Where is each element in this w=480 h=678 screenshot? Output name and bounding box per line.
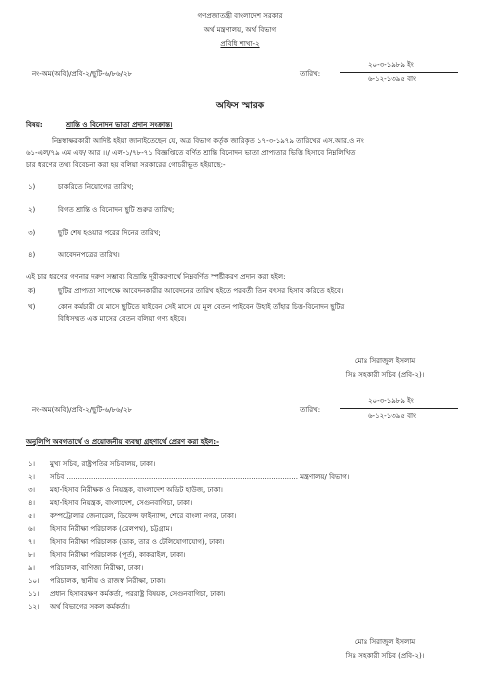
copy-item-number: ৮। (28, 551, 36, 559)
copy-item-number: ৫। (28, 512, 36, 520)
date-gregorian-copy: ২০-৩-১৯৮৯ ইং (368, 397, 414, 405)
copy-item-text: প্রধান হিসাবরক্ষণ কর্মকর্তা, পররাষ্ট্র বিষয়ক, সেগুনবাগিচা, ঢাকা। (50, 590, 226, 598)
signatory-designation-copy: সিঃ সহকারী সচিব (প্রবি-২)। (345, 652, 425, 660)
list-item-number: ৪) (28, 251, 36, 259)
copy-item-number: ৩। (28, 486, 36, 494)
copy-item-text: পরিচালক, স্থানীয় ও রাজস্ব নিরীক্ষা, ঢাকা। (50, 577, 166, 585)
clarification-intro: এই চার ধরণের গণনার দরুণ সম্ভাব্য বিভ্রান্তি দূরীকরণার্থে নিম্নবর্ণিত স্পষ্টীকরণ প্রদান করা হইল: (26, 273, 286, 281)
clause-text: ছুটির প্রাপ্যতা সাপেক্ষে আবেদনকারীর আবেদনের তারিখ হইতে পরবর্তী তিন বৎসর হিসাব করিতে হইবে। (58, 287, 344, 295)
subject-text-value: শ্রান্তি ও বিনোদন ভাতা প্রদান সংক্রান্ত। (66, 121, 173, 129)
copy-item-text: মহা-হিসাব নিয়ন্ত্রক, বাংলাদেশ, সেগুনবাগিচা, ঢাকা। (50, 499, 193, 507)
signatory-name-copy: মোঃ সিরাজুল ইসলাম (354, 638, 416, 646)
copy-item-text: কম্পট্রোলার জেনারেল, ডিফেন্স ফাইন্যান্স, শেরে বাংলা নগর, ঢাকা। (50, 512, 237, 520)
date-bengali-copy: ৬-১২-১৩৯৫ বাং (368, 412, 417, 420)
copy-item-text: অর্থ বিভাগের সকল কর্মকর্তা। (50, 603, 130, 611)
list-item-number: ১) (28, 183, 36, 191)
date-label-copy: তারিখ: (300, 406, 321, 414)
list-item-number: ২) (28, 206, 36, 214)
copy-item-text: পরিচালক, বাণিজ্য নিরীক্ষা, ঢাকা। (50, 564, 144, 572)
clause-number: ক) (28, 287, 36, 295)
list-item-text: ছুটি শেষ হওয়ার পরের দিনের তারিখ; (58, 229, 161, 237)
ministry-title: অর্থ মন্ত্রণালয়, অর্থ বিভাগ (203, 26, 277, 34)
copy-item-number: ৬। (28, 525, 36, 533)
copy-item-text: মুখ্য সচিব, রাষ্ট্রপতির সচিবালয়, ঢাকা। (50, 460, 156, 468)
memo-ref: নং-অম(অবি)/প্রবি-২/ছুটি-৬/৮৬/২৮ (32, 70, 133, 78)
subject-label: বিষয়: (26, 121, 43, 129)
subject-text (66, 120, 173, 130)
intro-line: নিম্নস্বাক্ষরকারী আদিষ্ট হইয়া জানাইতেছেন যে, অত্র বিভাগ কর্তৃক জারিকৃত ১৭-৩-১৯৭৯ তারিখের এস.আর.ও নং (52, 137, 364, 145)
clause-text: বিধিসম্মত এক মাসের বেতন বলিয়া গণ্য হইবে। (58, 315, 187, 323)
list-item-text: বিগত শ্রান্তি ও বিনোদন ছুটি শুরুর তারিখ; (58, 206, 175, 214)
clause-number: খ) (28, 303, 36, 311)
copy-item-number: ১১। (28, 590, 40, 598)
date-divider-copy (340, 408, 458, 409)
memo-ref-copy: নং-অম(অবি)/প্রবি-২/ছুটি-৬/৮৬/২৮ (32, 406, 133, 414)
copy-item-number: ১। (28, 460, 36, 468)
date-divider (340, 72, 458, 73)
office-memo-title: অফিস স্মারক (215, 101, 265, 111)
copy-item-text: হিসাব নিরীক্ষা পরিচালক (রেলপথ), চট্টগ্রাম। (50, 525, 173, 533)
gov-title: গণপ্রজাতন্ত্রী বাংলাদেশ সরকার (197, 12, 283, 20)
list-item-text: আবেদনপত্রের তারিখ। (58, 251, 120, 259)
copy-item-number: ১০। (28, 577, 40, 585)
signatory-designation: সিঃ সহকারী সচিব (প্রবি-২)। (345, 371, 425, 379)
copy-item-number: ৯। (28, 564, 36, 572)
clause-text: কোন কর্মচারী যে মাসে ছুটিতে যাইবেন সেই মাসে যে মূল বেতন পাইবেন উহাই তাঁহার চিত্ত-বিনোদন ছুটির (58, 303, 345, 311)
intro-line: ৬১-এল/৭৯ এম এফ/ আর ।।/ এল-১/৭৮-৭১ বিজ্ঞপ্তিতে বর্ণিত শ্রান্তি বিনোদন ভাতা প্রাপ্যতার ভিত্তি হিসাবে নিম্নলিখিত (26, 149, 356, 157)
list-item-number: ৩) (28, 229, 36, 237)
copy-item-text: মহা-হিসাব নিরীক্ষক ও নিয়ন্ত্রক, বাংলাদেশ অডিট হাউজ, ঢাকা। (50, 486, 223, 494)
list-item-text: চাকরিতে নিয়োগের তারিখ; (58, 183, 134, 191)
intro-line: চার ধরণের তথ্য বিবেচনা করা হয় বলিয়া সরকারের গোচরীভূত হইয়াছে:- (26, 161, 226, 169)
date-gregorian: ২০-৩-১৯৮৯ ইং (368, 61, 414, 69)
copy-item-number: ১২। (28, 603, 40, 611)
copy-item-text: হিসাব নিরীক্ষা পরিচালক (ডাক, তার ও টেলিযোগাযোগ), ঢাকা। (50, 538, 225, 546)
copy-item-number: ২। (28, 473, 36, 481)
copy-item-number: ৪। (28, 499, 36, 507)
section-title (0, 38, 480, 50)
copy-heading-text: অনুলিপি অবগতার্থে ও প্রয়োজনীয় ব্যবস্থা গ্রহণার্থে প্রেরণ করা হইল:- (26, 438, 219, 446)
copy-item-text: সচিব ........................................................................................................ মন্ত্রণালয়/ বিভাগ। (50, 473, 350, 481)
section-title-text: প্রবিধি শাখা-২ (220, 40, 260, 48)
copy-item-text: হিসাব নিরীক্ষা পরিচালক (পূর্ত), কাকরাইল, ঢাকা। (50, 551, 186, 559)
copy-heading (26, 437, 219, 447)
copy-item-number: ৭। (28, 538, 36, 546)
date-label: তারিখ: (300, 70, 321, 78)
signatory-name: মোঃ সিরাজুল ইসলাম (354, 357, 416, 365)
date-bengali: ৬-১২-১৩৯৫ বাং (368, 75, 417, 83)
